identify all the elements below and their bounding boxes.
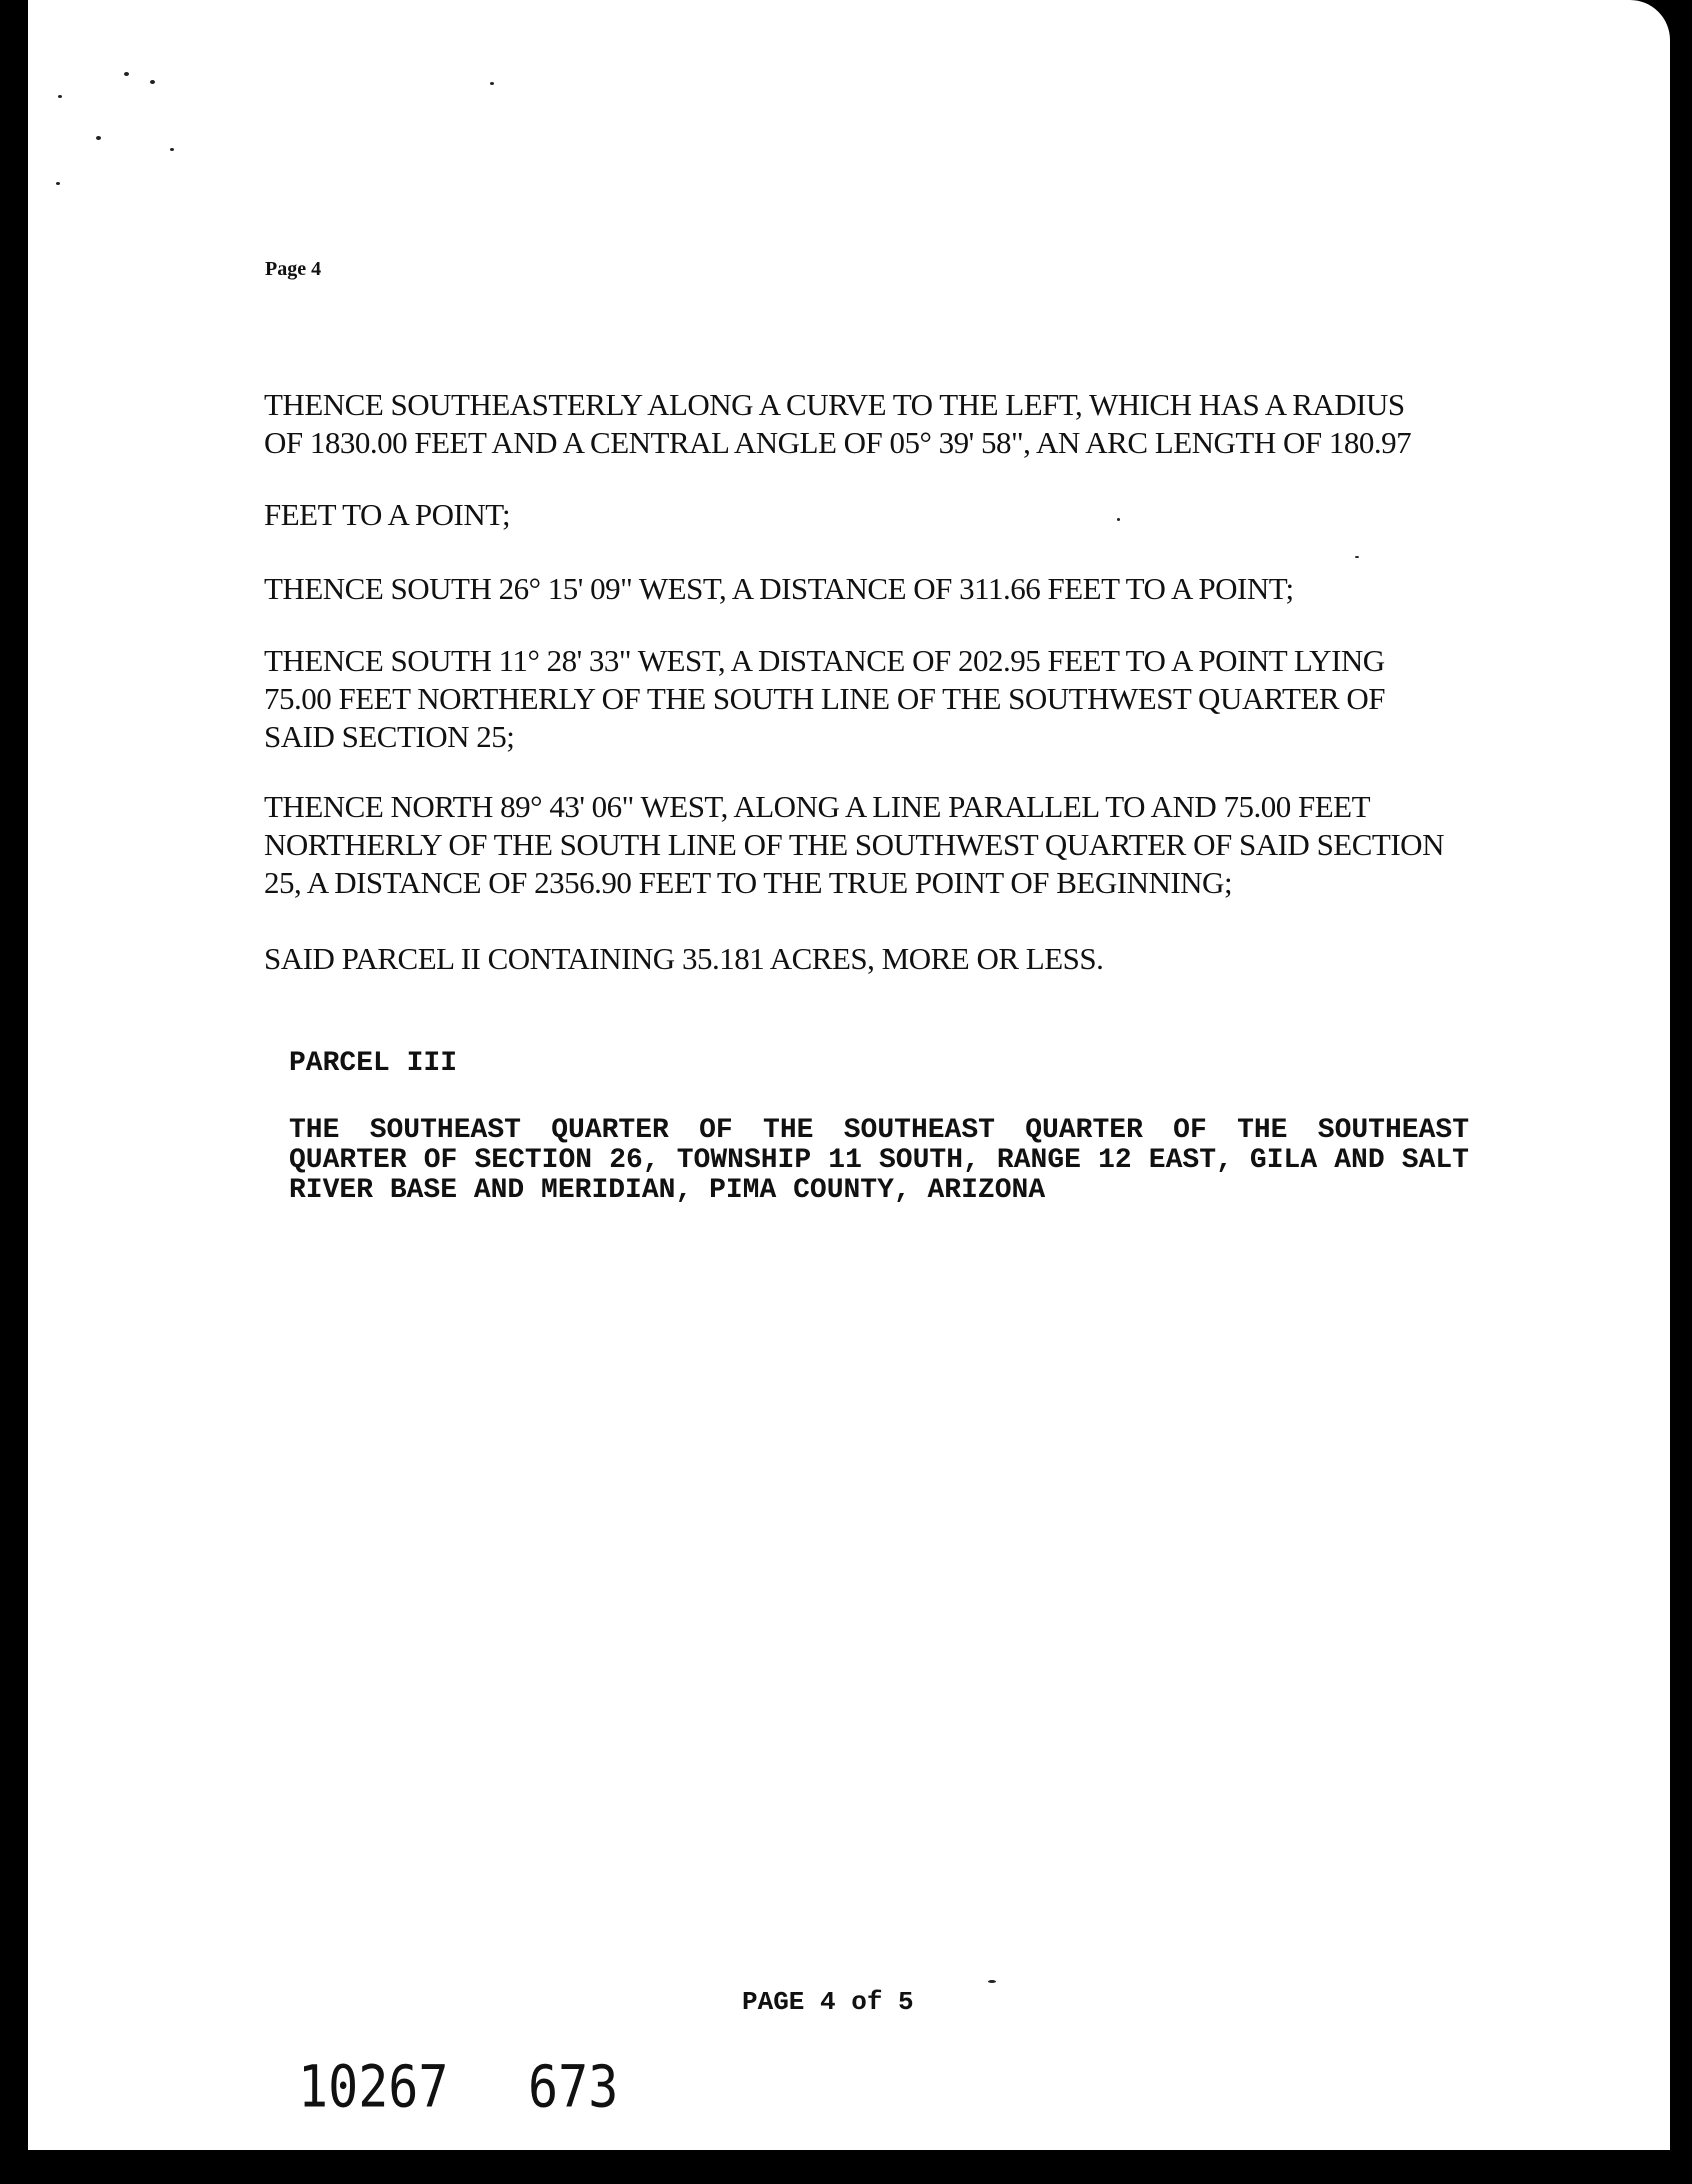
paragraph-feet-to-point: FEET TO A POINT;: [264, 497, 511, 532]
scan-speck: [170, 148, 174, 151]
scan-speck: [988, 1980, 996, 1983]
record-stamp-right: 673: [528, 2053, 619, 2121]
document-page: [28, 0, 1670, 2150]
page-of-footer: PAGE 4 of 5: [742, 1987, 914, 2017]
paragraph-curve: THENCE SOUTHEASTERLY ALONG A CURVE TO THE LEFT, WHICH HAS A RADIUS OF 1830.00 FEET AND A CENTRAL ANGLE OF 05° 39' 58", AN ARC LENGTH OF 180.97: [264, 387, 1412, 460]
scan-speck: [490, 82, 494, 85]
paragraph-south-26: THENCE SOUTH 26° 15' 09" WEST, A DISTANCE OF 311.66 FEET TO A POINT;: [264, 571, 1294, 606]
paragraph-parcel-ii-acres: SAID PARCEL II CONTAINING 35.181 ACRES, MORE OR LESS.: [264, 941, 1104, 976]
scan-speck: [58, 95, 62, 98]
paragraph-north-89: THENCE NORTH 89° 43' 06" WEST, ALONG A LINE PARALLEL TO AND 75.00 FEET NORTHERLY OF THE SOUTH LINE OF THE SOUTHWEST QUARTER OF SAID SECTION 25, A DISTANCE OF 2356.90 FEET TO THE TRUE POINT OF BEGINNING;: [264, 789, 1444, 900]
scan-speck: [56, 182, 60, 185]
scan-speck: [96, 136, 101, 140]
parcel-iii-description: THE SOUTHEAST QUARTER OF THE SOUTHEAST QUARTER OF THE SOUTHEAST QUARTER OF SECTION 26, TOWNSHIP 11 SOUTH, RANGE 12 EAST, GILA AND SALT RIVER BASE AND MERIDIAN, PIMA COUNTY, ARIZONA: [289, 1115, 1469, 1206]
record-stamp-left: 10267: [298, 2053, 449, 2121]
scan-speck: [150, 80, 155, 84]
paragraph-south-11: THENCE SOUTH 11° 28' 33" WEST, A DISTANCE OF 202.95 FEET TO A POINT LYING 75.00 FEET NORTHERLY OF THE SOUTH LINE OF THE SOUTHWEST QUARTER OF SAID SECTION 25;: [264, 643, 1385, 754]
page-label: Page 4: [265, 258, 322, 280]
scan-speck: [1355, 556, 1359, 558]
scan-speck: [124, 72, 129, 76]
parcel-iii-heading: PARCEL III: [289, 1048, 458, 1079]
